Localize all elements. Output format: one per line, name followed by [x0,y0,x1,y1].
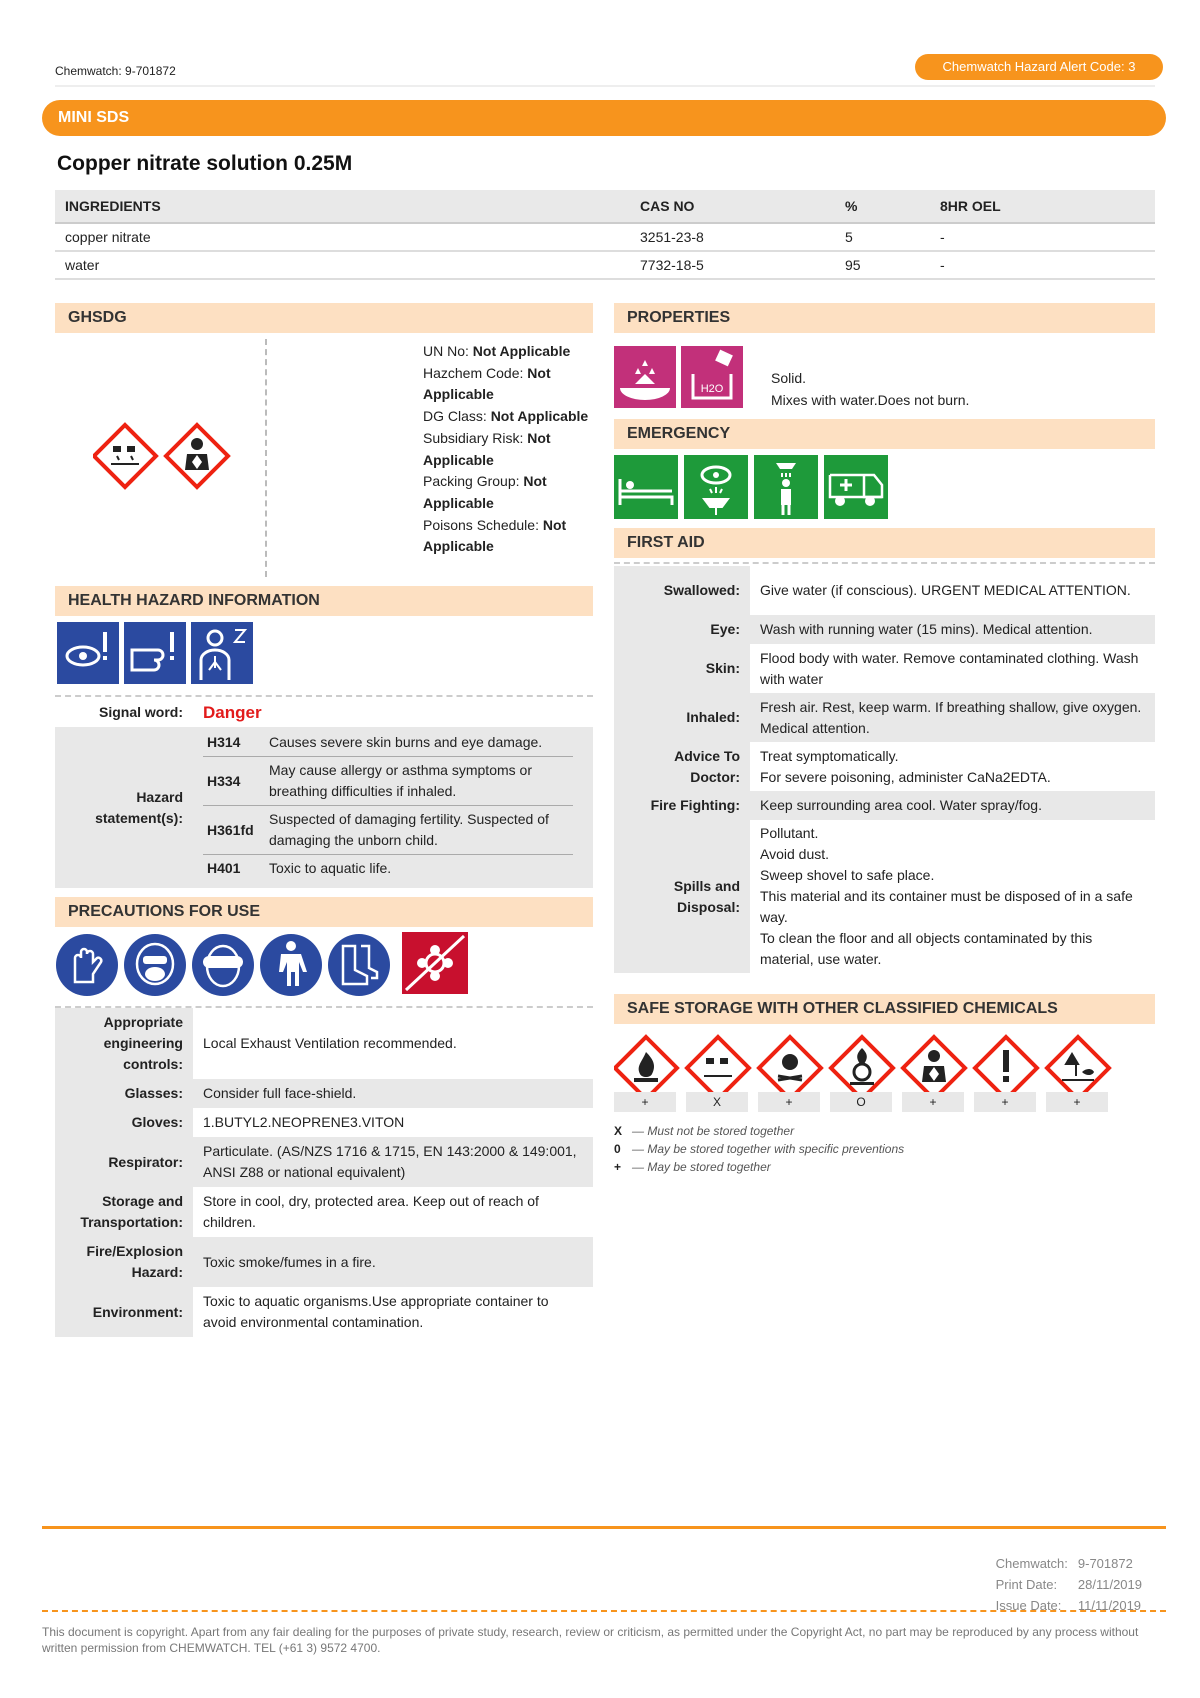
table-row [55,1187,593,1237]
dg-label: DG [102,309,127,326]
legend-symbol: + [614,1160,622,1174]
eye-wash-icon [684,455,748,519]
properties-header: PROPERTIES [614,303,1155,333]
storage-marks [614,1092,1124,1112]
table-row [55,1237,593,1287]
row-value: 1.BUTYL2.NEOPRENE3.VITON [203,1114,405,1130]
table-row [55,251,1155,279]
dashed-divider [55,695,593,697]
corrosion-icon [94,425,156,487]
table-row [614,791,1155,820]
dashed-divider [265,339,267,577]
table-row [614,820,1155,973]
row-key: Gloves: [55,1108,193,1137]
row-key: Advice To Doctor: [614,742,750,791]
cell: water [55,251,630,279]
ppe-pictograms [55,932,475,998]
solid-icon [614,346,676,408]
footer-meta [996,1553,1152,1616]
meta-key: Issue Date: [995,1598,1062,1613]
ingredients-table [55,190,1155,280]
signal-word-label: Signal word: [99,704,183,720]
row-key: Storage and Transportation: [55,1187,193,1237]
footer-rule [42,1526,1166,1529]
property-line: Solid. [771,370,807,386]
table-row [55,1287,593,1337]
h-text: Causes severe skin burns and eye damage. [265,729,573,757]
meta-value: 11/11/2019 [1077,1598,1142,1613]
cell: - [930,223,1155,251]
dg-info [423,341,593,558]
meta-key: Chemwatch: [995,1556,1068,1571]
legend-symbol: X [614,1124,623,1138]
legend-text: — May be stored together [632,1160,771,1174]
skin-hazard-icon [124,622,186,684]
hazard-statements-label: Hazard statement(s): [55,727,193,888]
fire-blanket-icon [402,932,468,994]
dg-key: DG Class: [423,408,487,425]
storage-mark: + [902,1092,964,1112]
row-value: Treat symptomatically. For severe poisoning, administer CaNa2EDTA. [760,747,1051,785]
signal-word-value: Danger [203,703,262,722]
hazard-statement [203,855,573,883]
table-row [55,1079,593,1108]
dg-value: Not Applicable [423,364,551,403]
table-row [55,223,1155,251]
table-row [614,742,1155,791]
row-key: Respirator: [55,1137,193,1187]
storage-mark: + [614,1092,676,1112]
goggles-icon [192,934,254,996]
doc-id: Chemwatch: 9-701872 [55,64,176,78]
properties-text [771,367,969,411]
meta-key: Print Date: [995,1577,1058,1592]
row-key: Appropriate engineering controls: [55,1008,193,1079]
row-value: Store in cool, dry, protected area. Keep out of reach of children. [203,1193,539,1230]
h-code: H401 [203,855,265,883]
environment-icon [1047,1037,1109,1099]
storage-mark: + [974,1092,1036,1112]
meta-value: 9-701872 [1077,1556,1133,1571]
storage-mark: X [686,1092,748,1112]
property-pictograms [614,346,744,410]
h-code: H314 [203,729,265,757]
row-value: Wash with running water (15 mins). Medical attention. [750,615,1155,644]
hazard-alert-badge: Chemwatch Hazard Alert Code: 3 [915,54,1163,80]
copyright-notice: This document is copyright. Apart from any fair dealing for the purposes of private study, research, review or criticism, as permitted under the Copyright Act, no part may be reproduced by any process without written permission from CHEMWATCH. TEL (+61 3) 9572 4700. [42,1610,1166,1656]
table-row [55,1008,593,1079]
hazard-statement [203,757,573,806]
eye-hazard-icon [57,622,119,684]
row-value: Local Exhaust Ventilation recommended. [203,1035,457,1051]
ghs-label: GHS [68,309,103,326]
table-row [614,693,1155,742]
hazard-table [55,698,593,888]
row-key: Glasses: [55,1079,193,1108]
row-key: Fire/Explosion Hazard: [55,1237,193,1287]
boots-icon [328,934,390,996]
h-text: Toxic to aquatic life. [265,855,573,883]
storage-mark: + [758,1092,820,1112]
dg-key: Subsidiary Risk: [423,429,524,446]
cell: 3251-23-8 [630,223,835,251]
protective-suit-icon [260,934,322,996]
hazard-statement [203,729,573,757]
health-hazard-header: HEALTH HAZARD INFORMATION [55,586,593,616]
row-key: Inhaled: [614,693,750,742]
first-aid-header: FIRST AID [614,528,1155,558]
row-value: Toxic to aquatic organisms.Use appropriate container to avoid environmental contamination. [203,1293,549,1330]
row-value: Fresh air. Rest, keep warm. If breathing shallow, give oxygen. Medical attention. [750,693,1155,742]
oxidizer-icon [831,1037,893,1099]
col-cas: CAS NO [630,190,835,223]
meta-value: 28/11/2019 [1077,1577,1142,1592]
row-value: Pollutant. Avoid dust. Sweep shovel to safe place. This material and its container must be disposed of in a safe way. To clean the floor and all objects contaminated by this material, use water. [760,825,1133,967]
cell: 7732-18-5 [630,251,835,279]
row-value: Keep surrounding area cool. Water spray/fog. [750,791,1155,820]
health-hazard-icon [903,1037,965,1099]
mini-sds-banner: MINI SDS [42,100,1166,136]
property-line: Mixes with water.Does not burn. [771,392,970,408]
col-ingredients: INGREDIENTS [55,190,630,223]
h-code: H334 [203,757,265,806]
col-oel: 8HR OEL [930,190,1155,223]
storage-mark: O [830,1092,892,1112]
legend-text: — Must not be stored together [632,1124,795,1138]
ghs-pictograms [93,422,231,490]
row-key: Environment: [55,1287,193,1337]
ghs-dg-header [55,303,593,333]
dg-key: Hazchem Code: [423,364,524,381]
dg-value: Not Applicable [423,473,547,511]
legend-symbol: 0 [614,1142,621,1156]
dg-value: Not Applicable [472,343,571,359]
h-text: May cause allergy or asthma symptoms or breathing difficulties if inhaled. [265,757,573,806]
mixes-with-water-icon [681,346,743,408]
dg-value: Not Applicable [423,516,567,555]
divider [55,85,1155,87]
dg-value: Not Applicable [423,429,551,468]
row-key: Spills and Disposal: [614,820,750,973]
legend-text: — May be stored together with specific preventions [632,1142,905,1156]
row-value: Flood body with water. Remove contaminated clothing. Wash with water [760,649,1139,687]
exclamation-icon [975,1037,1037,1099]
dg-key: Packing Group: [423,473,520,490]
gloves-icon [56,934,118,996]
precautions-header: PRECAUTIONS FOR USE [55,897,593,927]
col-percent: % [835,190,930,223]
hazard-statement [203,806,573,855]
dashed-divider [614,562,1155,564]
row-key: Swallowed: [614,566,750,615]
flammable-icon [615,1037,677,1099]
cell: 5 [835,223,930,251]
row-key: Fire Fighting: [614,791,750,820]
h-code: H361fd [203,806,265,855]
ambulance-icon [824,455,888,519]
product-title: Copper nitrate solution 0.25M [57,152,353,175]
health-pictograms [57,622,257,686]
cell: 95 [835,251,930,279]
respiratory-hazard-icon [191,622,253,684]
corrosion-icon [687,1037,749,1099]
dg-value: Not Applicable [490,408,589,425]
health-hazard-icon [166,425,228,487]
cell: copper nitrate [55,223,630,251]
table-row [55,1137,593,1187]
precautions-table [55,1008,593,1337]
bed-rest-icon [614,455,678,519]
dg-key: UN No: [423,343,469,359]
toxic-icon [759,1037,821,1099]
storage-legend [614,1122,904,1176]
storage-mark: + [1046,1092,1108,1112]
row-key: Eye: [614,615,750,644]
h-text: Suspected of damaging fertility. Suspected of damaging the unborn child. [265,806,573,855]
row-value: Give water (if conscious). URGENT MEDICAL ATTENTION. [760,582,1131,598]
safety-shower-icon [754,455,818,519]
emergency-pictograms [614,455,889,521]
cell: - [930,251,1155,279]
table-row [614,615,1155,644]
table-row [614,644,1155,693]
table-row [55,1108,593,1137]
first-aid-table [614,566,1155,973]
row-value: Toxic smoke/fumes in a fire. [193,1237,593,1287]
hazard-statement-list [203,729,573,882]
row-key: Skin: [614,644,750,693]
dg-key: Poisons Schedule: [423,516,539,533]
table-row [614,566,1155,615]
emergency-header: EMERGENCY [614,419,1155,449]
respirator-icon [124,934,186,996]
row-value: Particulate. (AS/NZS 1716 & 1715, EN 143:2000 & 149:001, ANSI Z88 or national equivalent) [193,1137,593,1187]
safe-storage-header: SAFE STORAGE WITH OTHER CLASSIFIED CHEMICALS [614,994,1155,1024]
row-value: Consider full face-shield. [193,1079,593,1108]
h2o-label: H2O [700,383,724,395]
